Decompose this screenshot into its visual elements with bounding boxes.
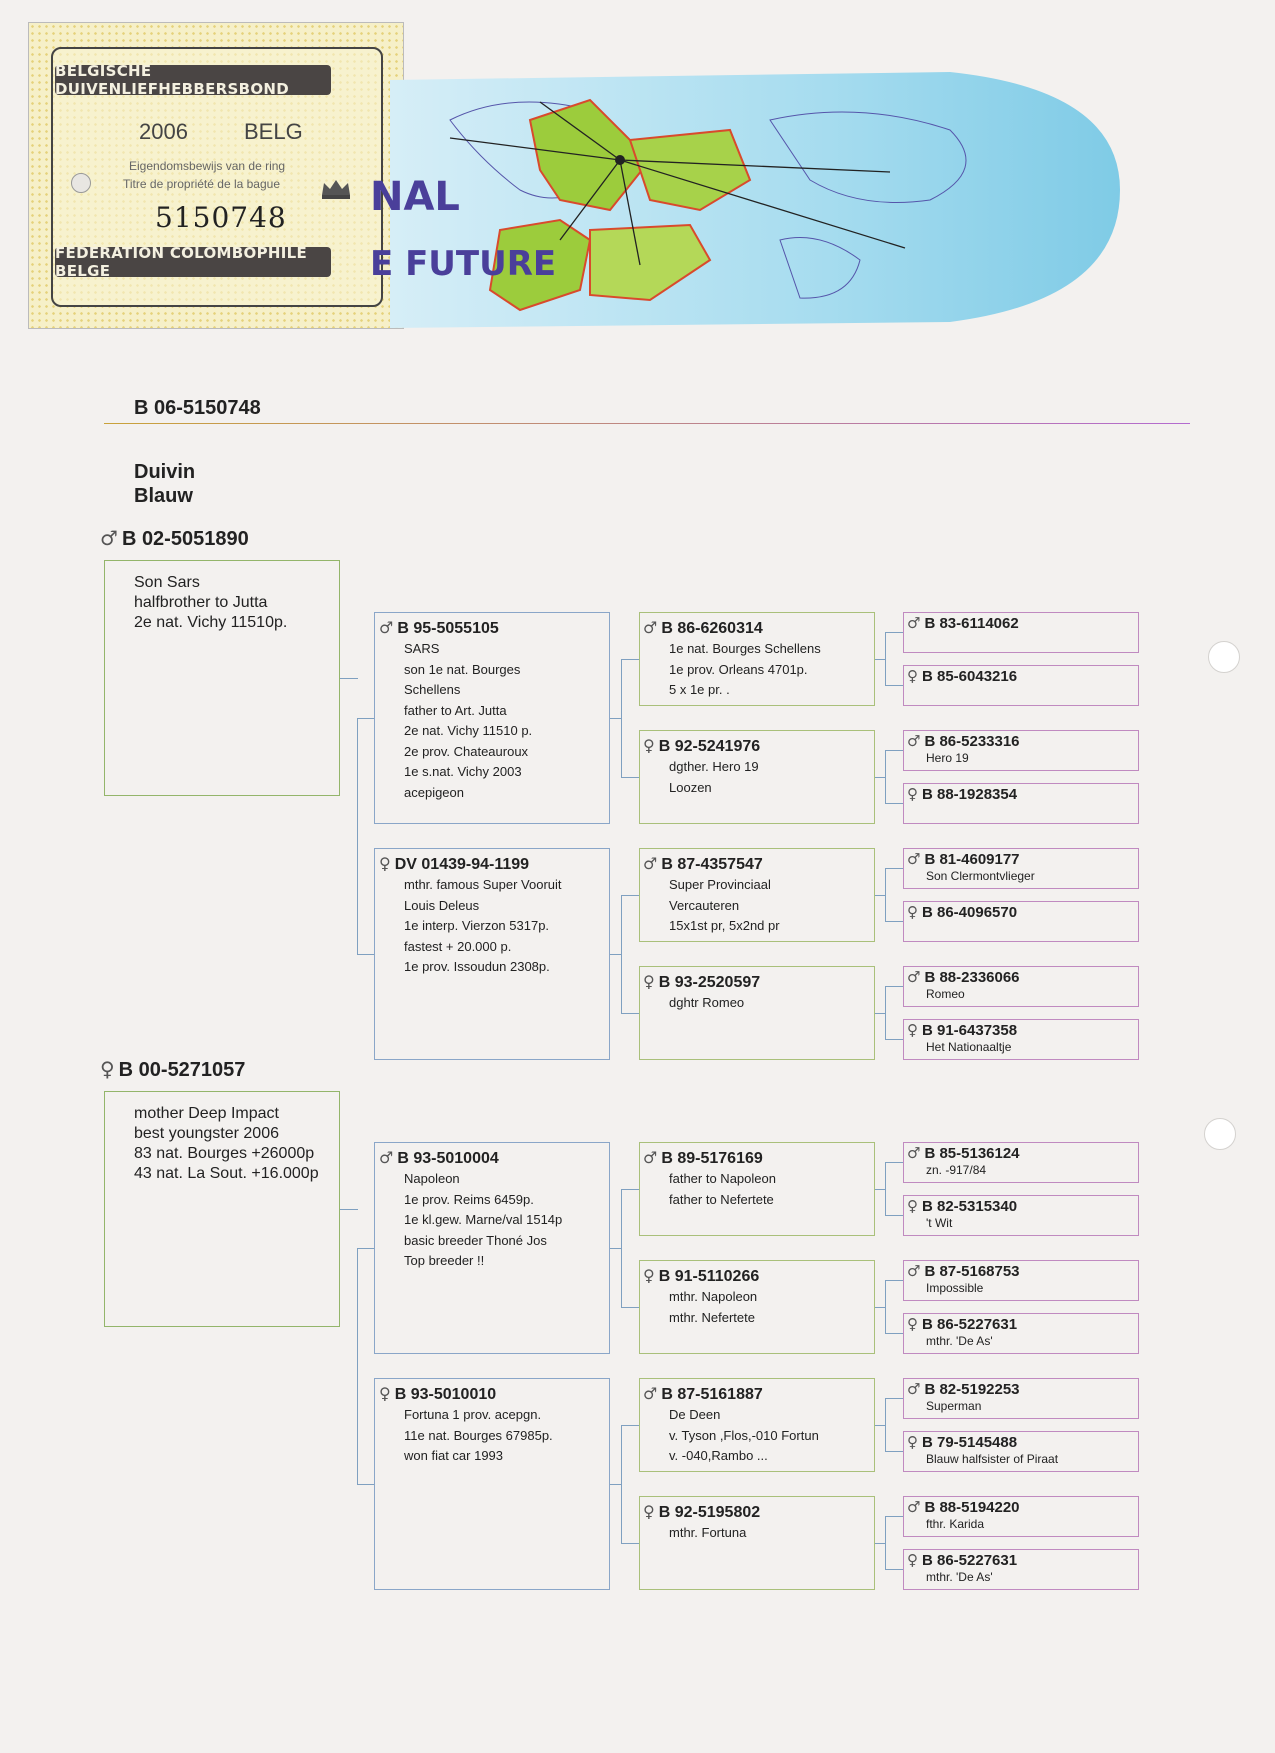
ancestor-ring [100,1057,245,1082]
sex-symbol: ♀ [100,1057,115,1081]
ancestor-ring [643,1384,763,1404]
ring-number: B 81-4609177 [924,851,1020,868]
ancestor-ring [100,526,249,551]
parent-box [104,560,340,796]
connector-line [358,718,374,719]
connector-line [875,659,886,660]
sex-symbol: ♀ [643,1266,655,1285]
note-line: fastest + 20.000 p. [404,938,512,954]
sex-symbol: ♂ [643,1384,658,1403]
connector-line [886,868,903,869]
ring-number: B 86-4096570 [922,904,1018,921]
note-line: mthr. Napoleon [669,1289,758,1304]
connector-line [610,718,622,719]
sex-symbol: ♂ [907,732,921,750]
ring-number: B 92-5241976 [658,738,761,755]
note-line: mthr. famous Super Vooruit [404,877,562,892]
ancestor-ring [379,618,499,638]
connector-line [886,1569,903,1570]
ancestor-ring [379,1384,496,1404]
note-line: 43 nat. La Sout. +16.000p [134,1165,319,1182]
ancestor-ring [907,1551,1017,1569]
connector-line [886,1516,903,1517]
note-line: 1e kl.gew. Marne/val 1514p [404,1212,563,1227]
great-grandparent-notes [669,875,780,937]
note-line: best youngster 2006 [134,1125,279,1142]
connector-line [622,1013,639,1014]
connector-line [875,1013,886,1014]
note-line: Schellens [404,682,461,697]
sex-symbol: ♀ [907,785,918,803]
ancestor-note: Superman [926,1399,982,1413]
connector-line [886,921,903,922]
ancestor-ring [907,1262,1020,1280]
ring-number: B 82-5315340 [922,1198,1018,1215]
connector-line [622,659,639,660]
divider [104,423,1190,424]
connector-line [358,954,374,955]
note-line: father to Napoleon [669,1171,776,1186]
sex-symbol: ♂ [907,1262,921,1280]
ring-number: B 85-6043216 [922,668,1018,685]
sex-symbol: ♀ [907,667,918,685]
great-grandparent-notes [669,1405,819,1467]
ancestor-note: zn. -917/84 [926,1163,987,1177]
connector-line [875,1189,886,1190]
sex-symbol: ♂ [100,526,118,550]
note-line: mthr. Nefertete [669,1309,755,1325]
note-line: father to Art. Jutta [404,702,507,718]
note-line: 1e prov. Reims 6459p. [404,1191,534,1207]
ring-number: 5150748 [155,201,287,234]
ancestor-ring [907,1498,1020,1516]
sex-symbol: ♀ [907,1197,918,1215]
sex-symbol: ♂ [643,1148,658,1167]
note-line: Loozen [669,779,712,795]
ring-year: 2006 [139,119,188,144]
connector-line [622,895,639,896]
sex-symbol: ♀ [643,736,655,755]
note-line: 5 x 1e pr. . [669,682,730,697]
ancestor-ring [907,903,1017,921]
sex-symbol: ♀ [907,1551,918,1569]
grandparent-notes [404,1169,562,1272]
ring-number: B 93-5010010 [394,1386,497,1403]
connector-line [886,1333,903,1334]
note-line: Fortuna 1 prov. acepgn. [404,1407,542,1422]
connector-line [886,1215,903,1216]
connector-line [875,895,886,896]
grandparent-notes [404,639,532,803]
note-line: Super Provinciaal [669,877,771,892]
sex-symbol: ♂ [379,1148,394,1167]
note-line: halfbrother to Jutta [134,594,268,611]
ancestor-ring [907,1380,1020,1398]
ancestor-note: fthr. Karida [926,1517,985,1531]
connector-line [875,1425,886,1426]
sex-symbol: ♂ [907,1498,921,1516]
ring-number: B 91-6437358 [922,1022,1018,1039]
ring-number: B 87-5161887 [661,1386,763,1403]
ring-number: DV 01439-94-1199 [394,856,530,873]
connector-line [875,1307,886,1308]
connector-line [886,1162,903,1163]
note-line: Top breeder !! [404,1253,485,1268]
ancestor-ring [643,1266,759,1286]
ancestor-ring [907,614,1019,632]
ancestor-ring [379,854,529,874]
note-line: 1e s.nat. Vichy 2003 [404,764,522,779]
note-line: 15x1st pr, 5x2nd pr [669,918,780,933]
great-grandparent-notes [669,1523,746,1544]
ring-number: B 86-5227631 [922,1552,1018,1569]
ancestor-ring [907,785,1017,803]
binder-hole [1204,1118,1236,1150]
connector-line [886,1280,903,1281]
parent-notes [134,1104,319,1184]
note-line: dghtr Romeo [669,995,745,1010]
ring-number: B 83-6114062 [924,615,1019,632]
sex-symbol: ♂ [643,618,658,637]
connector-line [886,803,903,804]
note-line: Louis Deleus [404,897,480,913]
sex-symbol: ♀ [907,903,918,921]
grandparent-notes [404,875,562,978]
note-line: 1e nat. Bourges Schellens [669,641,821,656]
ring-number: B 86-6260314 [661,620,763,637]
note-line: v. Tyson ,Flos,-010 Fortun [669,1427,819,1443]
great-grandparent-notes [669,1169,776,1210]
sex-symbol: ♂ [379,618,394,637]
ancestor-ring [907,968,1020,986]
note-line: Vercauteren [669,897,740,913]
sex-symbol: ♀ [379,1384,391,1403]
ring-certificate-card [28,22,404,329]
ancestor-ring [643,736,760,756]
note-line: 2e nat. Vichy 11510 p. [404,723,533,738]
sex-symbol: ♂ [907,1380,921,1398]
sex-symbol: ♀ [379,854,391,873]
connector-line [886,685,903,686]
sex-symbol: ♀ [907,1021,918,1039]
ancestor-ring [907,850,1020,868]
note-line: mthr. Fortuna [669,1525,747,1540]
connector-line [622,1425,639,1426]
ancestor-note: Impossible [926,1281,984,1295]
ring-number: B 93-2520597 [658,974,761,991]
punch-hole [71,173,91,193]
ancestor-note: mthr. 'De As' [926,1570,993,1584]
ring-number: B 87-4357547 [661,856,763,873]
ancestor-note: 't Wit [926,1216,953,1230]
ring-number: B 95-5055105 [397,620,499,637]
connector-line [358,1248,374,1249]
federation-name-nl: BELGISCHE DUIVENLIEFHEBBERSBOND [55,65,331,95]
note-line: 83 nat. Bourges +26000p [134,1145,315,1162]
ring-number: B 02-5051890 [121,528,249,550]
ancestor-note: Romeo [926,987,965,1001]
ring-number: B 79-5145488 [922,1434,1018,1451]
note-line: 2e nat. Vichy 11510p. [134,614,288,631]
ring-number: B 86-5233316 [924,733,1020,750]
ancestor-ring [643,972,760,992]
ring-number: B 89-5176169 [661,1150,763,1167]
connector-line [622,777,639,778]
binder-hole [1208,641,1240,673]
sex-symbol: ♀ [643,1502,655,1521]
grandparent-notes [404,1405,553,1467]
note-line: acepigeon [404,784,464,800]
note-line: 1e interp. Vierzon 5317p. [404,918,550,933]
ancestor-ring [643,618,763,638]
ancestor-ring [907,1197,1017,1215]
connector-line [886,1398,903,1399]
note-line: Son Sars [134,574,200,591]
note-line: 2e prov. Chateauroux [404,743,529,759]
ring-number: B 86-5227631 [922,1316,1018,1333]
ancestor-ring [379,1148,499,1168]
ancestor-ring [643,1148,763,1168]
ancestor-note: Blauw halfsister of Piraat [926,1452,1059,1466]
parent-box [104,1091,340,1327]
note-line: 1e prov. Issoudun 2308p. [404,959,550,974]
ring-number: B 85-5136124 [924,1145,1020,1162]
ancestor-ring [907,1021,1017,1039]
ancestor-ring [643,854,763,874]
sex-symbol: ♂ [907,1144,921,1162]
ring-country: BELG [244,119,303,144]
ownership-line-nl: Eigendomsbewijs van de ring [129,159,286,173]
note-line: 11e nat. Bourges 67985p. [404,1427,553,1443]
connector-line [610,1248,622,1249]
sex-symbol: ♀ [907,1433,918,1451]
ring-number: B 88-1928354 [922,786,1018,803]
connector-line [357,718,358,955]
sex-symbol: ♀ [907,1315,918,1333]
connector-line [875,777,886,778]
connector-line [622,1189,639,1190]
federation-name-fr: FÉDÉRATION COLOMBOPHILE BELGE [55,247,331,277]
ring-number: B 91-5110266 [658,1268,760,1285]
connector-line [886,1451,903,1452]
ring-number: B 82-5192253 [924,1381,1020,1398]
connector-line [610,954,622,955]
banner-text-2: E FUTURE [370,244,557,284]
note-line: mother Deep Impact [134,1105,279,1122]
connector-line [886,1039,903,1040]
great-grandparent-notes [669,1287,757,1328]
ancestor-note: Son Clermontvlieger [926,869,1035,883]
note-line: dgther. Hero 19 [669,759,759,774]
ancestor-ring [907,732,1020,750]
parent-notes [134,573,287,633]
connector-line [886,750,903,751]
ancestor-ring [907,1315,1017,1333]
ancestor-note: Hero 19 [926,751,969,765]
ancestor-ring [907,1433,1017,1451]
great-grandparent-notes [669,757,759,798]
ring-number: B 00-5271057 [118,1059,246,1081]
sex-symbol: ♂ [907,850,921,868]
note-line: 1e prov. Orleans 4701p. [669,661,808,677]
pigeon-color: Blauw [134,485,193,507]
connector-line [358,1484,374,1485]
connector-line [875,1543,886,1544]
connector-line [340,678,358,679]
connector-line [622,1307,639,1308]
sex-symbol: ♂ [907,968,921,986]
ring-number: B 93-5010004 [397,1150,499,1167]
connector-line [610,1484,622,1485]
ancestor-ring [643,1502,760,1522]
pigeon-sex: Duivin [134,461,196,483]
connector-line [886,986,903,987]
sex-symbol: ♀ [643,972,655,991]
connector-line [357,1248,358,1485]
note-line: father to Nefertete [669,1191,774,1207]
pigeon-ring-number: B 06-5150748 [134,397,261,419]
great-grandparent-notes [669,639,821,701]
great-grandparent-notes [669,993,744,1014]
ancestor-note: mthr. 'De As' [926,1334,993,1348]
note-line: De Deen [669,1407,721,1422]
connector-line [886,632,903,633]
note-line: Napoleon [404,1171,460,1186]
world-map-banner [370,60,1120,328]
sex-symbol: ♂ [907,614,921,632]
crown-icon [319,175,353,201]
ancestor-note: Het Nationaaltje [926,1040,1012,1054]
note-line: v. -040,Rambo ... [669,1448,768,1463]
ancestor-ring [907,667,1017,685]
banner-text-1: NAL [370,174,460,220]
note-line: son 1e nat. Bourges [404,661,521,677]
ownership-line-fr: Titre de propriété de la bague [123,177,280,191]
ring-number: B 88-5194220 [924,1499,1020,1516]
sex-symbol: ♂ [643,854,658,873]
ring-number: B 87-5168753 [924,1263,1020,1280]
connector-line [340,1209,358,1210]
note-line: SARS [404,641,440,656]
connector-line [622,1543,639,1544]
ring-number: B 88-2336066 [924,969,1020,986]
note-line: basic breeder Thoné Jos [404,1232,547,1248]
ring-number: B 92-5195802 [658,1504,761,1521]
ancestor-ring [907,1144,1020,1162]
note-line: won fiat car 1993 [404,1448,504,1463]
